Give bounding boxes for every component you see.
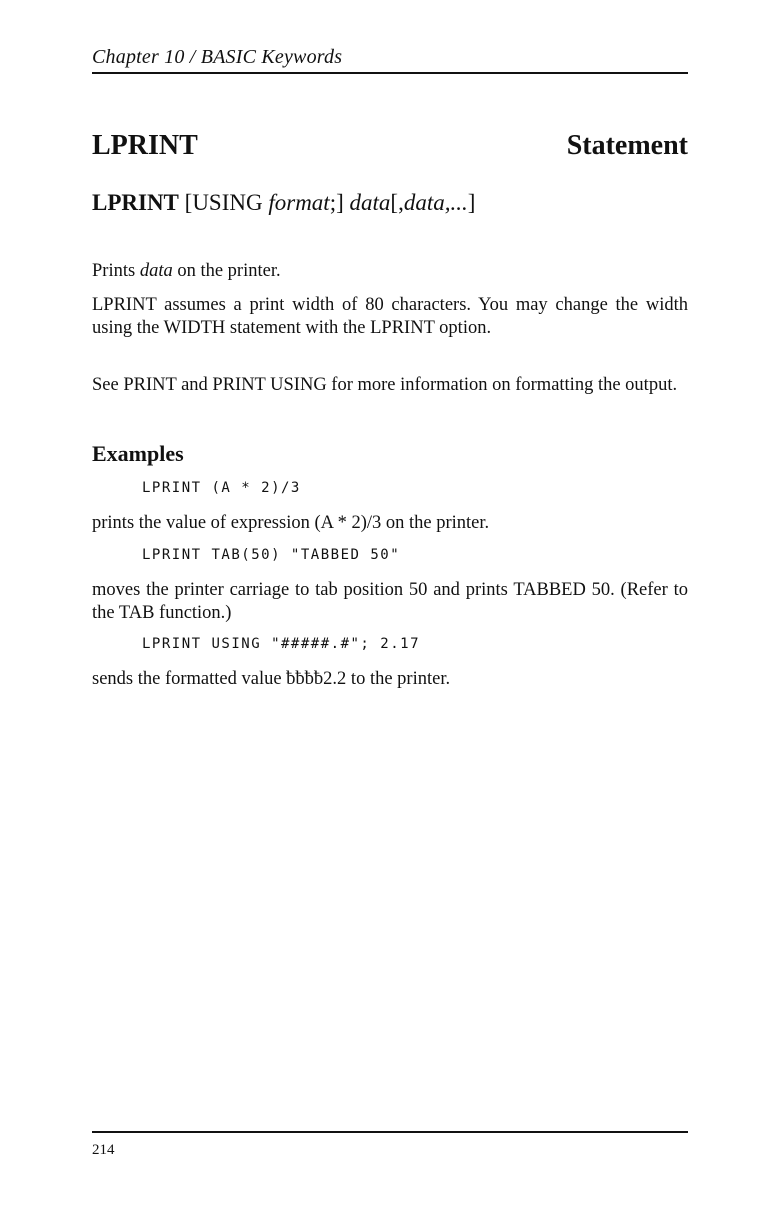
syntax-data: data <box>349 190 391 215</box>
example-explanation-3: sends the formatted value ƀƀƀƀ2.2 to the printer. <box>92 669 451 689</box>
syntax-semi-close: ;] <box>329 190 350 215</box>
syntax-list-data: data,... <box>403 190 468 215</box>
footer-rule <box>92 1131 688 1133</box>
syntax-line <box>92 190 475 216</box>
description-paragraph-3: See PRINT and PRINT USING for more information on formatting the output. <box>92 375 678 395</box>
page-number: 214 <box>92 1142 115 1158</box>
description-paragraph-2: LPRINT assumes a print width of 80 characters. You may change the width using the WIDTH statement with the LPRINT option. <box>92 295 688 338</box>
p1-after: on the printer. <box>172 261 281 281</box>
syntax-list-open: [, <box>390 190 404 215</box>
manual-page <box>92 0 688 1207</box>
header-rule <box>92 72 688 74</box>
example-code-1: LPRINT (A * 2)/3 <box>142 480 301 496</box>
p1-before: Prints <box>92 261 140 281</box>
syntax-using-open: [USING <box>178 190 269 215</box>
example-code-3: LPRINT USING "#####.#"; 2.17 <box>142 636 421 652</box>
examples-heading: Examples <box>92 441 184 466</box>
example-explanation-1: prints the value of expression (A * 2)/3 on the printer. <box>92 513 490 533</box>
description-paragraph-1 <box>92 260 688 283</box>
syntax-list-close: ] <box>467 190 476 215</box>
title-row <box>92 130 688 162</box>
example-code-2: LPRINT TAB(50) "TABBED 50" <box>142 547 401 563</box>
p1-italic-data: data <box>139 261 173 281</box>
keyword-category: Statement <box>566 130 688 161</box>
syntax-format: format <box>268 190 330 215</box>
syntax-keyword: LPRINT <box>92 190 179 215</box>
keyword-title: LPRINT <box>92 130 198 161</box>
running-head: Chapter 10 / BASIC Keywords <box>92 46 343 68</box>
example-explanation-2: moves the printer carriage to tab position 50 and prints TABBED 50. (Refer to the TAB function.) <box>92 580 688 623</box>
